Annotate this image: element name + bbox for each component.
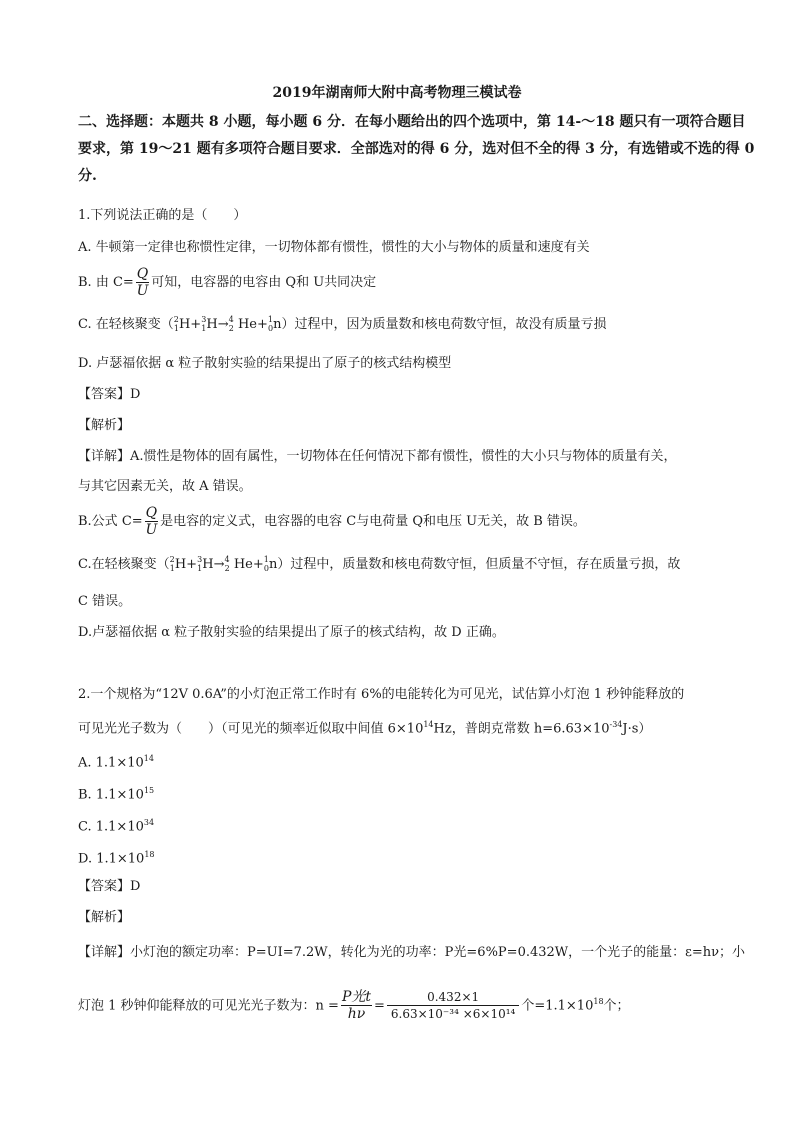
q2-stem-prefix: 可见光光子数为（ ）（可见光的频率近似取中间值 6×10 — [78, 721, 424, 737]
h2-symbol: H — [178, 317, 191, 332]
fusion-equation — [174, 316, 282, 335]
q1-detail-c — [78, 556, 680, 575]
reaction-arrow: → — [213, 557, 225, 572]
q1-option-c — [78, 316, 606, 335]
he-mass-number: 4 — [224, 555, 230, 564]
h2-atomic-number: 1 — [173, 324, 179, 333]
q2-option-a — [78, 750, 154, 772]
he-atomic-number: 2 — [224, 564, 230, 573]
frequency-exponent: 14 — [423, 720, 434, 729]
q2-detail-prefix: 灯泡 1 秒钟仰能释放的可见光光子数为：n = — [78, 998, 339, 1014]
q1-detail-a-line-1: 【详解】A.惯性是物体的固有属性，一切物体在任何情况下都有惯性，惯性的大小只与物体的质量有关， — [78, 449, 677, 464]
fraction-denominator: U — [145, 522, 158, 538]
plus-sign: + — [190, 317, 202, 332]
q2-option-c — [78, 814, 154, 836]
q2-stem-suffix: J·s） — [622, 721, 652, 737]
n-mass-number: 1 — [267, 315, 273, 324]
h3-atomic-number: 1 — [197, 564, 203, 573]
q2-option-d-exponent: 18 — [144, 850, 155, 859]
equals-sign: = — [373, 998, 385, 1014]
q2-stem-middle: Hz，普朗克常数 h=6.63×10 — [433, 721, 610, 737]
fraction-denominator: 6.63×10⁻³⁴ ×6×10¹⁴ — [390, 1007, 516, 1022]
he-atomic-number: 2 — [228, 324, 234, 333]
h3-mass-number: 3 — [197, 555, 203, 564]
h2-symbol: H — [174, 557, 187, 572]
q2-option-b-exponent: 15 — [143, 786, 155, 795]
q1-detail-d: D.卢瑟福依据 α 粒子散射实验的结果提出了原子的核式结构，故 D 正确。 — [78, 625, 505, 640]
q1-detail-c-suffix: ）过程中，质量数和核电荷数守恒，但质量不守恒，存在质量亏损，故 — [277, 557, 681, 572]
h2-atomic-number: 1 — [169, 564, 175, 573]
q1-detail-c-prefix: C.在轻核聚变（ — [78, 557, 170, 572]
plus-sign: + — [186, 557, 198, 572]
q2-option-c-text: C. 1.1×10 — [78, 819, 144, 835]
capacitance-fraction — [136, 266, 149, 299]
q1-option-b-prefix: B. 由 C= — [78, 275, 134, 290]
plus-sign: + — [256, 317, 268, 332]
q1-option-d: D. 卢瑟福依据 α 粒子散射实验的结果提出了原子的核式结构模型 — [78, 356, 452, 371]
h3-mass-number: 3 — [201, 315, 207, 324]
result-exponent: 18 — [593, 997, 604, 1006]
q2-analysis-label: 【解析】 — [78, 910, 131, 925]
h3-symbol: H — [202, 557, 214, 572]
q2-answer: 【答案】D — [78, 879, 141, 894]
q1-option-a: A. 牛顿第一定律也称惯性定律，一切物体都有惯性，惯性的大小与物体的质量和速度有关 — [78, 240, 590, 255]
page-title: 2019年湖南师大附中高考物理三模试卷 — [272, 85, 522, 101]
section-instruction-line-1: 二、选择题：本题共 8 小题，每小题 6 分．在每小题给出的四个选项中，第 14-～18 题只有一项符合题目 — [78, 114, 746, 130]
q1-answer: 【答案】D — [78, 387, 141, 402]
neutron-symbol: n — [268, 557, 278, 572]
fraction-denominator: hν — [347, 1006, 366, 1023]
fraction-numerator: Q — [136, 266, 149, 282]
q2-option-a-text: A. 1.1×10 — [78, 755, 144, 771]
q2-stem-line-1: 2.一个规格为“12V 0.6A”的小灯泡正常工作时有 6%的电能转化为可见光，试估算小灯泡 1 秒钟能释放的 — [78, 687, 685, 702]
q1-detail-b-suffix: 是电容的定义式，电容器的电容 C与电荷量 Q和电压 U无关，故 B 错误。 — [160, 514, 586, 529]
q1-option-c-suffix: ）过程中，因为质量数和核电荷数守恒，故没有质量亏损 — [281, 317, 607, 332]
q2-detail-line-1: 【详解】小灯泡的额定功率：P=UI=7.2W，转化为光的功率：P光=6%P=0.432W，一个光子的能量：ε=hν；小 — [78, 945, 746, 960]
fraction-denominator: U — [136, 283, 149, 299]
he-symbol: He — [229, 557, 253, 572]
q1-analysis-label: 【解析】 — [78, 418, 131, 433]
n-atomic-number: 0 — [263, 564, 269, 573]
fraction-numerator: P光t — [341, 989, 371, 1006]
planck-exponent: -34 — [609, 720, 623, 729]
he-symbol: He — [233, 317, 257, 332]
h3-symbol: H — [206, 317, 218, 332]
fusion-equation — [170, 556, 278, 575]
reaction-arrow: → — [217, 317, 229, 332]
q2-detail-end: 个； — [603, 998, 630, 1014]
he-mass-number: 4 — [228, 315, 234, 324]
q1-option-b — [78, 266, 376, 300]
q2-option-d-text: D. 1.1×10 — [78, 851, 145, 867]
q1-detail-a-line-2: 与其它因素无关，故 A 错误。 — [78, 479, 252, 494]
section-instruction-line-3: 分. — [78, 168, 97, 184]
h2-mass-number: 2 — [169, 555, 175, 564]
q2-stem-line-2 — [78, 716, 651, 738]
photon-count-fraction — [341, 989, 372, 1022]
capacitance-fraction — [145, 505, 158, 538]
q2-detail-line-2 — [78, 982, 630, 1026]
q1-detail-c-line-2: C 错误。 — [78, 594, 132, 609]
h2-mass-number: 2 — [173, 315, 179, 324]
q2-option-d — [78, 846, 155, 868]
q2-detail-result: 个=1.1×10 — [521, 998, 594, 1014]
fraction-numerator: 0.432×1 — [387, 989, 519, 1006]
q1-option-c-prefix: C. 在轻核聚变（ — [78, 317, 174, 332]
section-instruction-line-2: 要求，第 19～21 题有多项符合题目要求．全部选对的得 6 分，选对但不全的得 3 分，有选错或不选的得 0 — [78, 141, 755, 157]
neutron-symbol: n — [273, 317, 282, 332]
q2-option-b — [78, 782, 154, 804]
fraction-numerator: Q — [145, 505, 158, 521]
q2-option-a-exponent: 14 — [143, 754, 154, 763]
numeric-fraction — [387, 989, 519, 1022]
q2-option-c-exponent: 34 — [143, 818, 155, 827]
n-mass-number: 1 — [263, 555, 269, 564]
n-atomic-number: 0 — [267, 324, 274, 333]
q2-option-b-text: B. 1.1×10 — [78, 787, 144, 803]
q1-detail-b-prefix: B.公式 C= — [78, 514, 143, 529]
q1-option-b-suffix: 可知，电容器的电容由 Q和 U共同决定 — [151, 275, 377, 290]
q1-stem: 1.下列说法正确的是（ ） — [78, 208, 247, 223]
h3-atomic-number: 1 — [201, 324, 207, 333]
q1-detail-b — [78, 505, 586, 539]
plus-sign: + — [252, 557, 264, 572]
